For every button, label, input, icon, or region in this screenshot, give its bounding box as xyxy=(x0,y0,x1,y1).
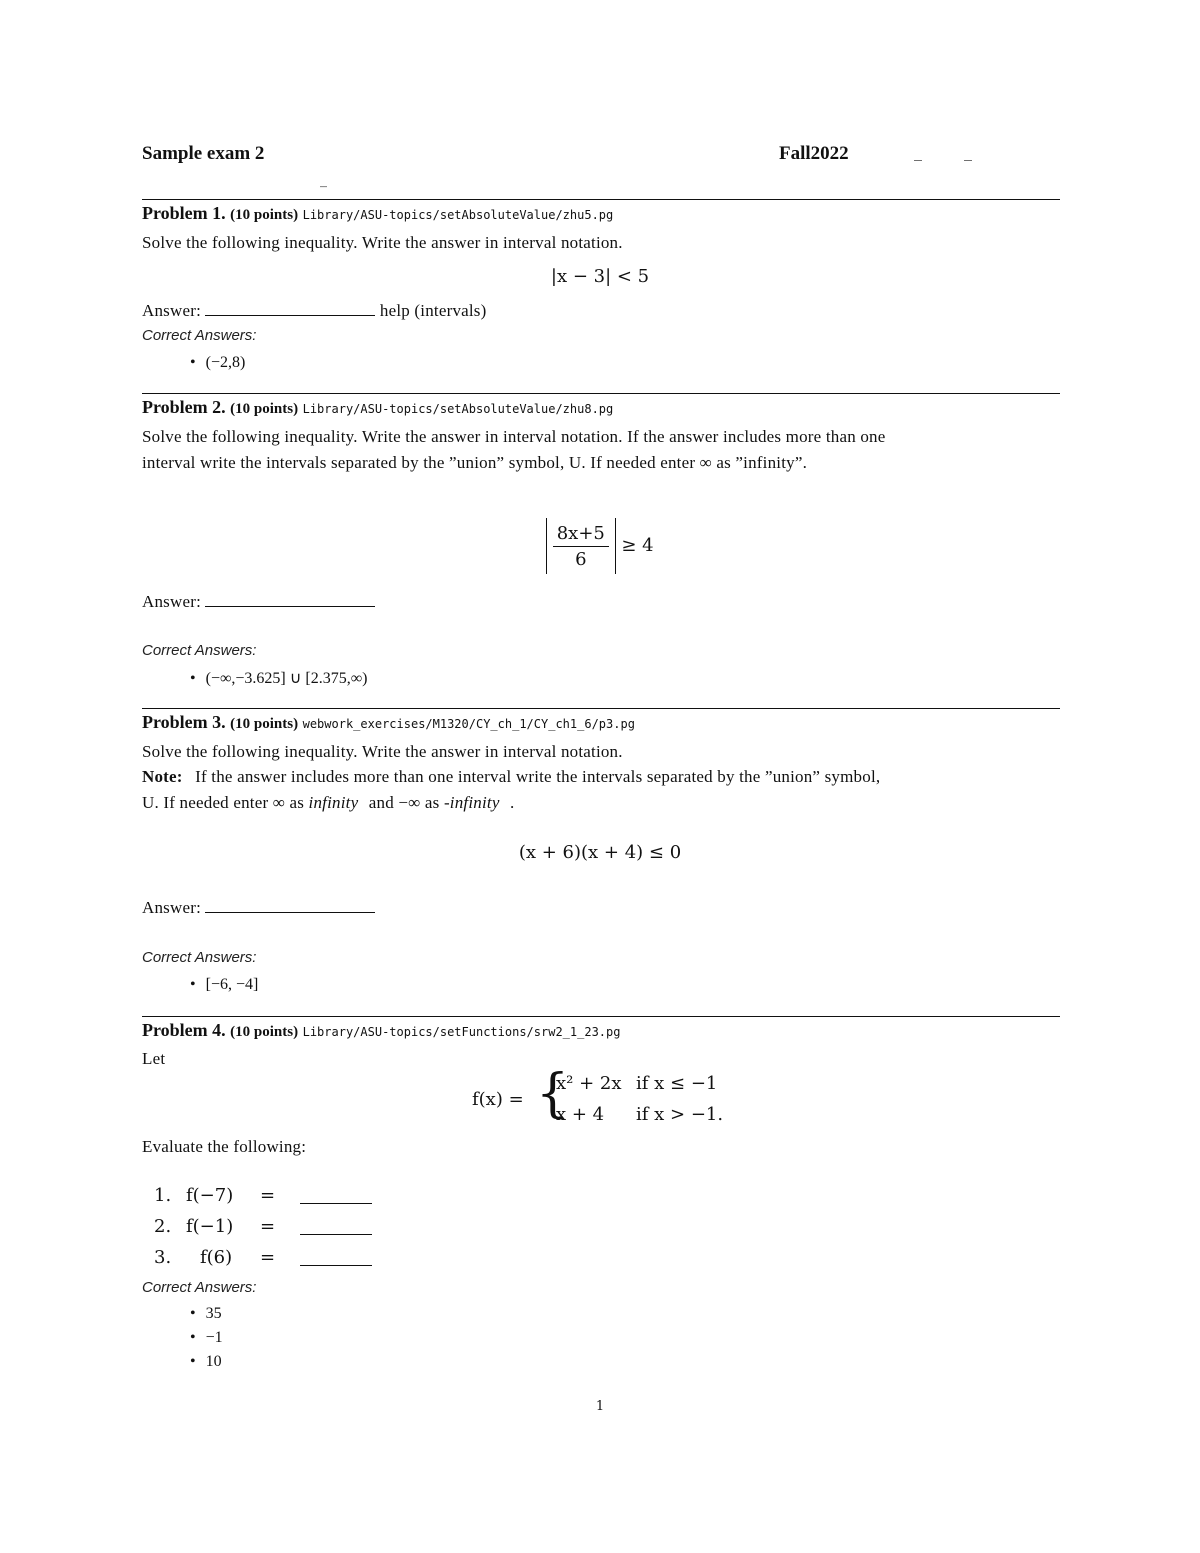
problem-text xyxy=(142,793,514,813)
problem-math-fraction xyxy=(546,518,654,574)
problem-3-heading xyxy=(142,712,635,733)
answer-blank[interactable] xyxy=(205,303,375,316)
abs-bar xyxy=(615,518,616,574)
answer-row xyxy=(142,898,375,918)
eval-answer-blank[interactable] xyxy=(300,1222,372,1235)
case-1-expression: x² + 2x xyxy=(556,1073,622,1094)
eval-number: 1. xyxy=(154,1185,172,1206)
help-link[interactable]: help (intervals) xyxy=(379,301,487,320)
fraction-numerator: 8x+5 xyxy=(553,523,609,547)
note-label: Note: xyxy=(142,767,183,786)
problem-path: webwork_exercises/M1320/CY_ch_1/CY_ch1_6/p3.pg xyxy=(302,717,635,731)
problem-path: Library/ASU-topics/setAbsoluteValue/zhu8.pg xyxy=(302,402,614,416)
correct-answer-item: • 35 xyxy=(190,1305,222,1323)
problem-text: Solve the following inequality. Write the answer in interval notation. xyxy=(142,742,623,761)
text-segment: U. If needed enter ∞ as xyxy=(142,793,305,812)
problem-path: Library/ASU-topics/setAbsoluteValue/zhu5.pg xyxy=(302,208,614,222)
problem-divider xyxy=(142,393,1060,394)
correct-answer-item: • 10 xyxy=(190,1353,222,1371)
exam-term: Fall2022 xyxy=(779,143,849,164)
problem-points: (10 points) xyxy=(230,401,299,417)
header-dash: _ xyxy=(914,142,922,161)
eval-expression: f(6) xyxy=(200,1247,233,1268)
correct-answer-item: • −1 xyxy=(190,1329,223,1347)
text-segment: . xyxy=(510,793,515,812)
answer-row xyxy=(142,301,486,321)
problem-4-heading xyxy=(142,1020,620,1041)
fraction xyxy=(553,523,609,570)
problem-2-heading xyxy=(142,397,613,418)
problem-points: (10 points) xyxy=(230,716,299,732)
fraction-denominator: 6 xyxy=(575,548,587,570)
problem-math: |x − 3| < 5 xyxy=(550,266,650,287)
case-2-expression: x + 4 xyxy=(556,1104,605,1125)
problem-label: Problem 1. xyxy=(142,203,226,223)
eval-equals: = xyxy=(260,1247,276,1268)
problem-note xyxy=(142,767,880,787)
case-1-condition: if x ≤ −1 xyxy=(636,1073,718,1094)
eval-number: 3. xyxy=(154,1247,172,1268)
correct-answer-item: • [−6, −4] xyxy=(190,976,258,994)
answer-label: Answer: xyxy=(142,898,201,917)
evaluate-text: Evaluate the following: xyxy=(142,1137,307,1156)
problem-text: Solve the following inequality. Write the answer in interval notation. xyxy=(142,233,623,252)
correct-answers-label: Correct Answers: xyxy=(142,642,257,659)
answer-blank[interactable] xyxy=(205,594,375,607)
eval-equals: = xyxy=(260,1216,276,1237)
page-number: 1 xyxy=(595,1399,605,1414)
eval-expression: f(−7) xyxy=(186,1185,234,1206)
answer-label: Answer: xyxy=(142,592,201,611)
answer-row xyxy=(142,592,375,612)
left-brace: { xyxy=(536,1064,570,1124)
problem-text: Solve the following inequality. Write the answer in interval notation. If the answer includes more than one xyxy=(142,427,886,446)
problem-divider xyxy=(142,1016,1060,1017)
eval-answer-blank[interactable] xyxy=(300,1253,372,1266)
eval-answer-blank[interactable] xyxy=(300,1191,372,1204)
correct-answers-label: Correct Answers: xyxy=(142,327,257,344)
exam-title: Sample exam 2 xyxy=(142,143,265,164)
abs-bar xyxy=(546,518,547,574)
problem-path: Library/ASU-topics/setFunctions/srw2_1_23.pg xyxy=(302,1025,621,1039)
case-2-condition: if x > −1. xyxy=(636,1104,724,1125)
text-segment-italic: infinity xyxy=(308,793,359,812)
problem-label: Problem 2. xyxy=(142,397,226,417)
problem-divider xyxy=(142,199,1060,200)
problem-label: Problem 3. xyxy=(142,712,226,732)
let-text: Let xyxy=(142,1049,166,1068)
text-segment: and −∞ as xyxy=(368,793,440,812)
note-text: If the answer includes more than one interval write the intervals separated by the ”union” symbol, xyxy=(195,767,881,786)
correct-answer-item: • (−2,8) xyxy=(190,354,245,372)
problem-text: interval write the intervals separated by the ”union” symbol, U. If needed enter ∞ as ”infinity”. xyxy=(142,453,808,472)
header-dash: _ xyxy=(964,142,972,161)
problem-points: (10 points) xyxy=(230,1024,299,1040)
eval-number: 2. xyxy=(154,1216,172,1237)
problem-1-heading xyxy=(142,203,613,224)
correct-answers-label: Correct Answers: xyxy=(142,1279,257,1296)
problem-label: Problem 4. xyxy=(142,1020,226,1040)
problem-divider xyxy=(142,708,1060,709)
math-rhs: ≥ 4 xyxy=(621,535,654,556)
answer-label: Answer: xyxy=(142,301,201,320)
correct-answers-label: Correct Answers: xyxy=(142,949,257,966)
correct-answer-item: • (−∞,−3.625] ∪ [2.375,∞) xyxy=(190,668,368,688)
eval-equals: = xyxy=(260,1185,276,1206)
function-name: f(x) = xyxy=(472,1089,524,1110)
eval-expression: f(−1) xyxy=(186,1216,234,1237)
problem-math: (x + 6)(x + 4) ≤ 0 xyxy=(518,842,682,863)
header-dash: _ xyxy=(320,172,327,188)
answer-blank[interactable] xyxy=(205,900,375,913)
text-segment-italic: -infinity xyxy=(443,793,500,812)
problem-points: (10 points) xyxy=(230,207,299,223)
